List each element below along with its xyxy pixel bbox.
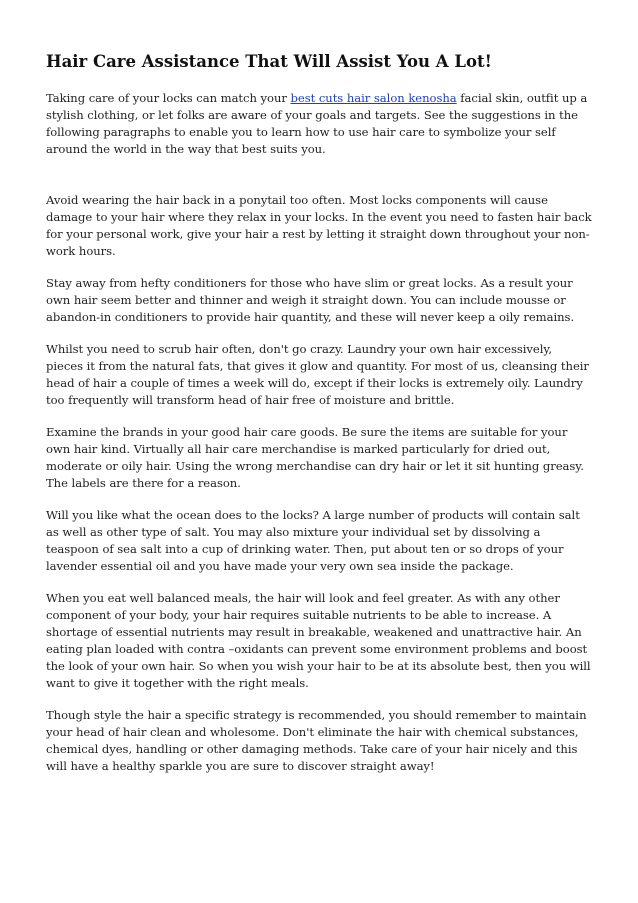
paragraph-ocean-salt: Will you like what the ocean does to the locks? A large number of products will contain salt as well as other type of salt. You may also mixture your individual set by dissolving a teaspoon of sea salt into a cup of drinking water. Then, put about ten or so drops of your lavender essential oil and you have made your very own sea inside the package. [46,508,580,573]
page-title: Hair Care Assistance That Will Assist You A Lot! [46,52,492,71]
paragraph-style-care: Though style the hair a specific strategy is recommended, you should remember to maintain your head of hair clean and wholesome. Don't eliminate the hair with chemical substances, chemical dyes, handling or other damaging methods. Take care of your hair nicely and this will have a healthy sparkle you are sure to discover straight away! [46,708,587,773]
paragraph-brands: Examine the brands in your good hair care goods. Be sure the items are suitable for your own hair kind. Virtually all hair care merchandise is marked particularly for dried out, moderate or oily hair. Using the wrong merchandise can dry hair or let it sit hunting greasy. The labels are there for a reason. [46,425,584,490]
intro-text-before-link: Taking care of your locks can match your [46,91,291,105]
document-page [46,52,592,790]
paragraph-conditioners: Stay away from hefty conditioners for those who have slim or great locks. As a result your own hair seem better and thinner and weigh it straight down. You can include mousse or abandon-in conditioners to provide hair quantity, and these will never keep a oily remains. [46,276,575,324]
intro-paragraph [46,90,592,158]
salon-link[interactable]: best cuts hair salon kenosha [290,91,457,105]
paragraph-ponytail: Avoid wearing the hair back in a ponytail too often. Most locks components will cause damage to your hair where they relax in your locks. In the event you need to fasten hair back for your personal work, give your hair a rest by letting it straight down throughout your non-work hours. [46,193,592,258]
paragraph-nutrition: When you eat well balanced meals, the hair will look and feel greater. As with any other component of your body, your hair requires suitable nutrients to be able to increase. A shortage of essential nutrients may result in breakable, weakened and unattractive hair. An eating plan loaded with contra –oxidants can prevent some environment problems and boost the look of your own hair. So when you wish your hair to be at its absolute best, then you will want to give it together with the right meals. [46,591,591,690]
paragraph-washing: Whilst you need to scrub hair often, don't go crazy. Laundry your own hair excessively, pieces it from the natural fats, that gives it glow and quantity. For most of us, cleansing their head of hair a couple of times a week will do, except if their locks is extremely oily. Laundry too frequently will transform head of hair free of moisture and brittle. [46,342,589,407]
intro-text-after-link: facial skin, outfit up a stylish clothing, or let folks are aware of your goals and targets. See the suggestions in the following paragraphs to enable you to learn how to use hair care to symbolize your self around the world in the way that best suits you. [46,91,588,156]
